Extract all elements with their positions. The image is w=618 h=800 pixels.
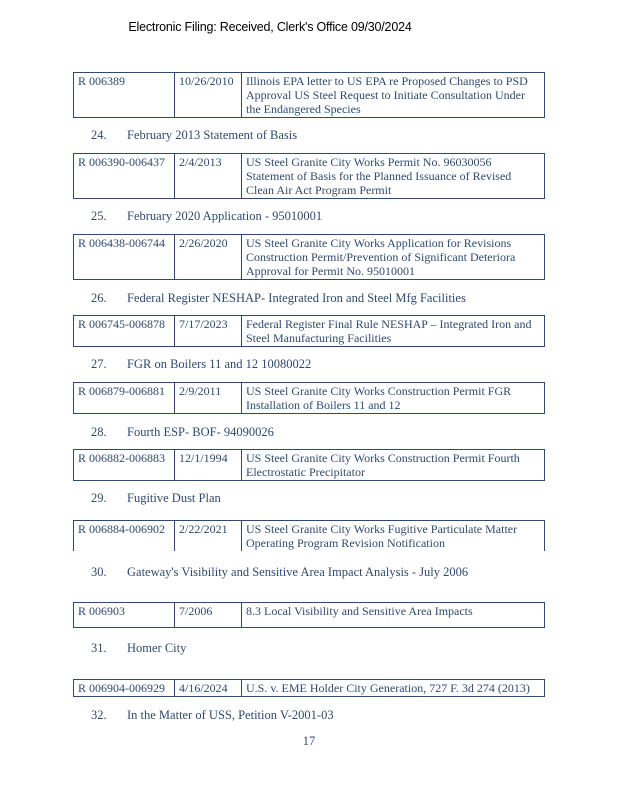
section-title: Homer City <box>127 641 187 655</box>
section-title: Fourth ESP- BOF- 94090026 <box>127 425 274 439</box>
description-line: Illinois EPA letter to US EPA re Proposed Changes to PSD <box>246 74 528 88</box>
record-table-31 <box>73 679 545 697</box>
record-id: R 006390-006437 <box>74 154 175 199</box>
record-id: R 006903 <box>74 603 175 628</box>
section-heading-32 <box>91 708 334 723</box>
section-heading-31 <box>91 641 186 656</box>
table-row <box>74 235 545 280</box>
record-date: 7/17/2023 <box>175 316 242 347</box>
description-line: Clean Air Act Program Permit <box>246 183 392 197</box>
record-table-30 <box>73 602 545 628</box>
table-row <box>74 73 545 118</box>
section-heading-27 <box>91 357 311 372</box>
record-date: 4/16/2024 <box>175 680 242 697</box>
section-number: 27. <box>91 357 107 371</box>
description-line: 8.3 Local Visibility and Sensitive Area Impacts <box>246 604 473 618</box>
record-description <box>242 316 545 347</box>
record-table-27 <box>73 382 545 414</box>
record-date: 2/9/2011 <box>175 383 242 414</box>
description-line: US Steel Granite City Works Application for Revisions <box>246 236 512 250</box>
record-description <box>242 680 545 697</box>
description-line: Construction Permit/Prevention of Significant Deteriora <box>246 250 516 264</box>
description-line: Approval US Steel Request to Initiate Consultation Under <box>246 88 525 102</box>
section-title: In the Matter of USS, Petition V-2001-03 <box>127 708 334 722</box>
record-date: 7/2006 <box>175 603 242 628</box>
section-heading-28 <box>91 425 274 440</box>
record-table-26 <box>73 315 545 347</box>
section-title: Gateway's Visibility and Sensitive Area Impact Analysis - July 2006 <box>127 565 469 579</box>
record-id: R 006904-006929 <box>74 680 175 697</box>
section-title: February 2020 Application - 95010001 <box>127 209 323 223</box>
description-line: US Steel Granite City Works Construction Permit FGR <box>246 384 512 398</box>
record-description <box>242 235 545 280</box>
section-heading-30 <box>91 565 468 580</box>
section-heading-26 <box>91 291 466 306</box>
section-number: 31. <box>91 641 107 655</box>
record-date: 10/26/2010 <box>175 73 242 118</box>
section-number: 32. <box>91 708 107 722</box>
section-title: Federal Register NESHAP- Integrated Iron and Steel Mfg Facilities <box>127 291 466 305</box>
section-number: 30. <box>91 565 107 579</box>
record-description <box>242 603 545 628</box>
description-line: Approval for Permit No. 95010001 <box>246 264 415 278</box>
table-row <box>74 450 545 481</box>
table-row <box>74 680 545 697</box>
description-line: Installation of Boilers 11 and 12 <box>246 398 401 412</box>
record-description <box>242 154 545 199</box>
section-heading-29 <box>91 491 221 506</box>
description-line: Electrostatic Precipitator <box>246 465 365 479</box>
description-line: Federal Register Final Rule NESHAP – Integrated Iron and <box>246 317 532 331</box>
table-row <box>74 316 545 347</box>
record-date: 2/26/2020 <box>175 235 242 280</box>
table-row <box>74 154 545 199</box>
record-date: 2/4/2013 <box>175 154 242 199</box>
record-table-23 <box>73 72 545 118</box>
record-id: R 006879-006881 <box>74 383 175 414</box>
section-heading-24 <box>91 128 297 143</box>
section-title: FGR on Boilers 11 and 12 10080022 <box>127 357 312 371</box>
record-description <box>242 521 545 552</box>
description-line: U.S. v. EME Holder City Generation, 727 F. 3d 274 (2013) <box>246 681 530 695</box>
section-number: 28. <box>91 425 107 439</box>
record-date: 12/1/1994 <box>175 450 242 481</box>
description-line: Operating Program Revision Notification <box>246 536 445 550</box>
table-row <box>74 521 545 552</box>
description-line: Steel Manufacturing Facilities <box>246 331 392 345</box>
description-line: Statement of Basis for the Planned Issuance of Revised <box>246 169 512 183</box>
section-number: 29. <box>91 491 107 505</box>
record-description <box>242 73 545 118</box>
record-date: 2/22/2021 <box>175 521 242 552</box>
section-number: 24. <box>91 128 107 142</box>
description-line: US Steel Granite City Works Construction Permit Fourth <box>246 451 520 465</box>
description-line: the Endangered Species <box>246 102 361 116</box>
record-id: R 006884-006902 <box>74 521 175 552</box>
description-line: US Steel Granite City Works Permit No. 96030056 <box>246 155 492 169</box>
record-id: R 006882-006883 <box>74 450 175 481</box>
table-row <box>74 603 545 628</box>
record-id: R 006389 <box>74 73 175 118</box>
record-table-28 <box>73 449 545 481</box>
record-id: R 006745-006878 <box>74 316 175 347</box>
electronic-filing-header: Electronic Filing: Received, Clerk's Office 09/30/2024 <box>128 20 412 34</box>
section-number: 26. <box>91 291 107 305</box>
section-number: 25. <box>91 209 107 223</box>
record-table-29 <box>73 520 545 551</box>
section-heading-25 <box>91 209 322 224</box>
page-number: 17 <box>302 734 316 748</box>
section-title: February 2013 Statement of Basis <box>127 128 298 142</box>
description-line: US Steel Granite City Works Fugitive Particulate Matter <box>246 522 518 536</box>
record-description <box>242 383 545 414</box>
record-table-25 <box>73 234 545 280</box>
record-id: R 006438-006744 <box>74 235 175 280</box>
record-description <box>242 450 545 481</box>
section-title: Fugitive Dust Plan <box>127 491 221 505</box>
table-row <box>74 383 545 414</box>
record-table-24 <box>73 153 545 199</box>
